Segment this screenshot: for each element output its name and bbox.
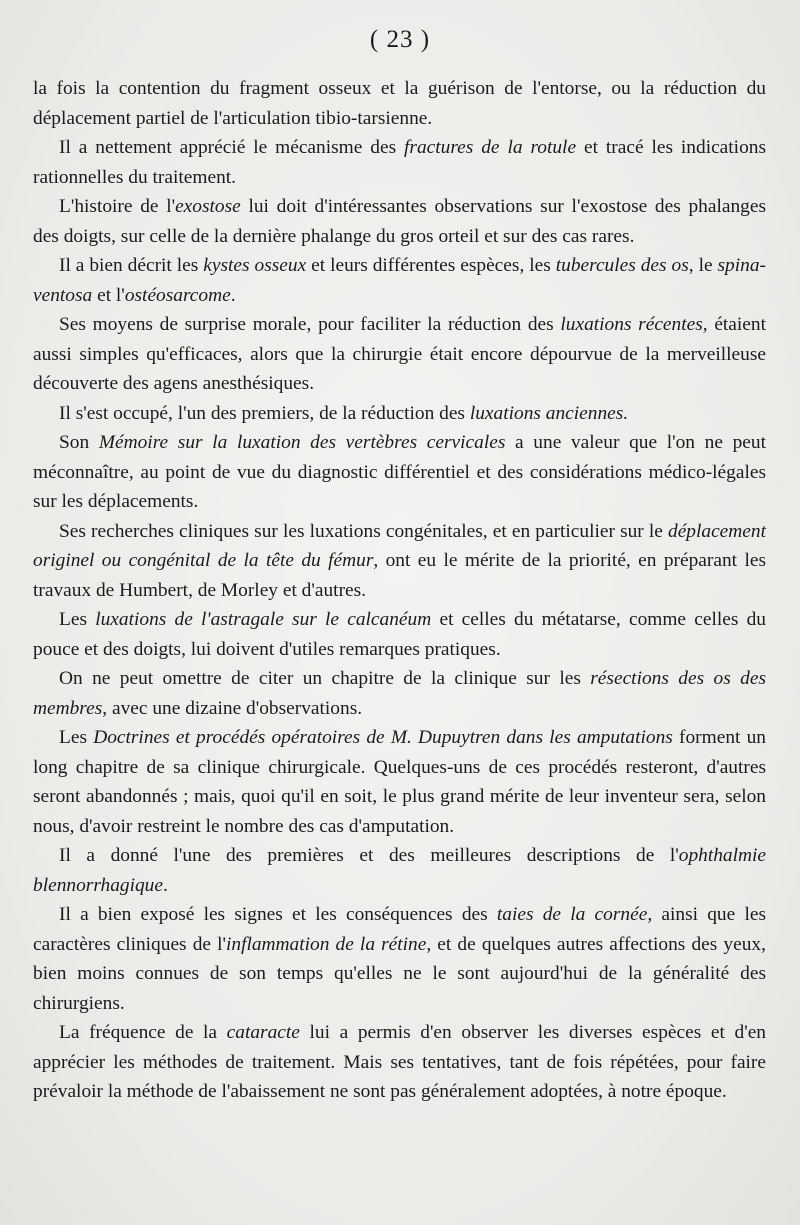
- body-text: Il a donné l'une des premières et des meilleures descriptions de l': [59, 845, 679, 866]
- paragraph: [33, 517, 766, 606]
- paragraph: [33, 900, 766, 1018]
- body-text: , ont eu le mérite de la priorité, en préparant les travaux de Humbert, de Morley et d'autres.: [33, 550, 766, 601]
- body-text: et leurs différentes espèces, les: [306, 255, 556, 276]
- body-text: et tracé les indications rationnelles du traitement.: [33, 137, 767, 188]
- body-text: et celles du métatarse, comme celles du pouce et des doigts, lui doivent d'utiles remarques pratiques.: [33, 609, 766, 660]
- body-text: Il s'est occupé, l'un des premiers, de la réduction des: [59, 402, 470, 424]
- page-number: ( 23 ): [369, 26, 431, 53]
- body-text: On ne peut omettre de citer un chapitre de la clinique sur les: [59, 668, 591, 689]
- body-text: Il a bien exposé les signes et les conséquences des: [59, 904, 497, 925]
- paragraph: [33, 251, 766, 310]
- paragraph: [33, 605, 766, 664]
- paragraph: [33, 74, 766, 133]
- body-text: la fois la contention du fragment osseux et la guérison de l'entorse, ou la réduction du déplacement partiel de l'articulation tibio-tarsienne.: [33, 78, 766, 129]
- body-text: , étaient aussi simples qu'efficaces, alors que la chirurgie était encore dépourvue de la merveilleuse découverte des agens anesthésiques.: [33, 314, 766, 394]
- body-text: lui doit d'intéressantes observations sur l'exostose des phalanges des doigts, sur celle de la dernière phalange du gros orteil et sur des cas rares.: [33, 196, 766, 247]
- paragraph: [33, 310, 766, 399]
- body-text: La fréquence de la: [59, 1022, 227, 1043]
- body-text: Ses recherches cliniques sur les luxations congénitales, et en particulier sur le: [59, 520, 668, 542]
- italic-text: ophthalmie blennorrhagique: [33, 845, 766, 896]
- body-text: Les: [59, 727, 94, 748]
- italic-text: taies de la cornée,: [496, 904, 653, 925]
- body-text: forment un long chapitre de sa clinique chirurgicale. Quelques-uns de ces procédés resteront, d'autres seront abandonnés ; mais, quoi qu'il en soit, le plus grand mérite de leur inventeur sera, selon nous, d'avoir restreint le nombre des cas d'amputation.: [33, 727, 766, 837]
- text-body: [33, 74, 766, 1107]
- body-text: Il a bien décrit les: [59, 255, 204, 276]
- paragraph: [33, 1018, 766, 1107]
- italic-text: exostose: [175, 196, 241, 217]
- italic-text: Mémoire sur la luxation des vertèbres cervicales: [98, 432, 506, 453]
- paragraph: [33, 192, 766, 251]
- italic-text: ostéosarcome: [124, 284, 231, 306]
- paragraph: [33, 664, 766, 723]
- italic-text: fractures de la rotule: [404, 137, 577, 158]
- body-text: , avec une dizaine d'observations.: [102, 697, 363, 719]
- italic-text: luxations de l'astragale sur le calcanéum: [95, 609, 432, 630]
- body-text: et l': [92, 284, 125, 306]
- italic-text: luxations anciennes.: [469, 402, 629, 424]
- italic-text: Doctrines et procédés opératoires de M. Dupuytren dans les amputations: [93, 727, 673, 748]
- body-text: L'histoire de l': [59, 196, 176, 217]
- paragraph: [33, 841, 766, 900]
- italic-text: kystes osseux: [203, 255, 307, 276]
- paragraph: [33, 428, 766, 517]
- paragraph: [33, 723, 766, 841]
- body-text: Ses moyens de surprise morale, pour faciliter la réduction des: [59, 314, 561, 335]
- italic-text: tubercules des os: [555, 255, 689, 276]
- body-text: et de quelques autres affections des yeux, bien moins connues de son temps qu'elles ne le sont aujourd'hui de la généralité des chirurgiens.: [33, 933, 766, 1014]
- body-text: lui a permis d'en observer les diverses espèces et d'en apprécier les méthodes de traitement. Mais ses tentatives, tant de fois répétées, pour faire prévaloir la méthode de l'abaissement ne sont pas généralement adoptées, à notre époque.: [33, 1022, 766, 1102]
- body-text: Il a nettement apprécié le mécanisme des: [59, 137, 405, 158]
- body-text: Les: [59, 609, 96, 630]
- italic-text: résections des os des membres: [33, 668, 766, 719]
- body-text: a une valeur que l'on ne peut méconnaître, au point de vue du diagnostic différentiel et des considérations médico-légales sur les déplacements.: [33, 432, 766, 512]
- paragraph: [33, 399, 766, 429]
- italic-text: inflammation de la rétine,: [226, 933, 432, 955]
- italic-text: cataracte: [226, 1022, 300, 1043]
- body-text: .: [163, 874, 168, 896]
- body-text: , le: [688, 255, 718, 276]
- body-text: .: [230, 284, 236, 306]
- body-text: ainsi que les caractères cliniques de l': [33, 904, 766, 955]
- body-text: Son: [59, 432, 99, 453]
- paragraph: [33, 133, 766, 192]
- italic-text: luxations récentes: [560, 314, 703, 335]
- italic-text: spina-ventosa: [33, 255, 766, 306]
- italic-text: déplacement originel ou congénital de la tête du fémur: [33, 520, 766, 571]
